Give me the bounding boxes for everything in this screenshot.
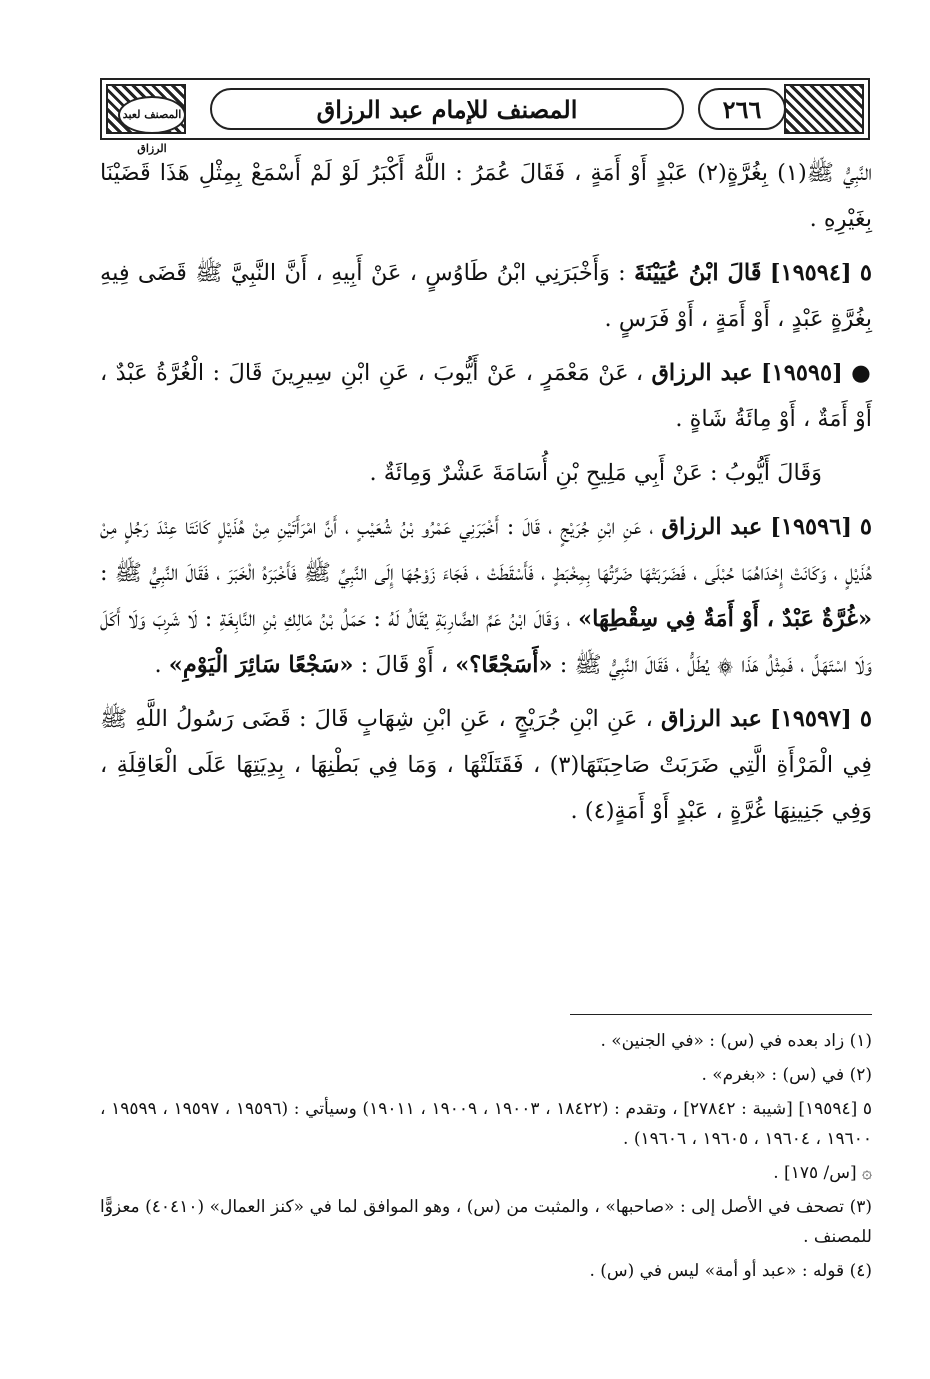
hadith-marker: ● (851, 360, 872, 386)
book-title: المصنف للإمام عبد الرزاق (210, 88, 684, 130)
hadith-marker: ٥ (859, 706, 872, 732)
paragraph-ayyub (100, 450, 872, 496)
footnote-divider (570, 1014, 872, 1015)
hadith-text: : وَأَخْبَرَنِي ابْنُ طَاوُسٍ ، عَنْ أَبِيهِ ، أَنَّ النَّبِيَّ ﷺ قَضَى فِيهِ بِغُرَّةٍ عَبْدٍ ، أَوْ أَمَةٍ ، أَوْ فَرَسٍ . (100, 260, 872, 332)
header-ornament-right (784, 84, 864, 134)
prophet-quote: «غُرَّةٌ عَبْدٌ ، أَوْ أَمَةٌ فِي سِقْطِهَا» (578, 606, 873, 632)
hadith-marker: ٥ (859, 260, 872, 286)
hadith-text-4: . (154, 652, 162, 678)
hadith-19596 (100, 504, 872, 688)
paragraph-text: النَّبِيُّ ﷺ(١) بِغُرَّةٍ(٢) عَبْدٍ أَوْ أَمَةٍ ، فَقَالَ عُمَرُ : اللَّهُ أَكْبَرُ لَوْ لَمْ أَسْمَعْ بِمِثْلِ هَذَا قَضَيْنَا بِغَيْرِهِ . (100, 160, 872, 232)
footnote: (٤) قوله : «عبد أو أمة» ليس في (س) . (589, 1261, 872, 1281)
hadith-text-2: ، وَقَالَ ابْنُ عَمِّ الضَّارِبَةِ يُقَالُ لَهُ : حَمَلُ بْنُ مَالِكِ بْنِ النَّابِغَةِ : لَا شَرِبَ وَلَا أَكَلَ وَلَا اسْتَهَلَّ ، فَمِثْلُ هَذَا ۞ يُطَلُّ ، فَقَالَ النَّبِيُّ ﷺ : (100, 606, 872, 678)
hadith-narrator: عبد الرزاق (661, 514, 763, 540)
hadith-number: [١٩٥٩٤] (769, 260, 852, 286)
hadith-text: ، عَنِ ابْنِ جُرَيْجٍ ، قَالَ : أَخْبَرَنِي عَمْرُو بْنُ شُعَيْبٍ ، أَنَّ امْرَأَتَيْنِ مِنْ هُذَيْلٍ كَانَتَا عِنْدَ رَجُلٍ مِنْ هُذَيْلٍ ، وَكَانَتْ إِحْدَاهُمَا حُبْلَى ، فَضَرَبَتْهَا ضَرَّتُهَا بِمِخْبَطٍ ، فَأَسْقَطَتْ ، فَجَاءَ زَوْجُهَا إِلَى النَّبِيِّ ﷺ فَأَخْبَرَهُ الْخَبَرَ ، فَقَالَ النَّبِيُّ ﷺ : (100, 514, 872, 586)
hadith-19597 (100, 696, 872, 834)
page-number: ٢٦٦ (698, 88, 786, 130)
footnote: ٥ [١٩٥٩٤] [شيبة : ٢٧٨٤٢] ، وتقدم : (١٨٤٢٢ ، ١٩٠٠٣ ، ١٩٠٠٩ ، ١٩٠١١) وسيأتي : (١٩٥٩٦ ، ١٩٥٩٧ ، ١٩٥٩٩ ، ١٩٦٠٠ ، ١٩٦٠٤ ، ١٩٦٠٥ ، ١٩٦٠٦) . (100, 1099, 873, 1149)
page-header (100, 78, 870, 155)
hadith-text: ، عَنْ مَعْمَرٍ ، عَنْ أَيُّوبَ ، عَنِ ابْنِ سِيرِينَ قَالَ : الْغُرَّةُ عَبْدٌ ، أَوْ أَمَةٌ ، أَوْ مِائَةُ شَاةٍ . (100, 360, 872, 432)
book-logo: المصنف لعبد الرزاق (118, 96, 186, 134)
hadith-19594 (100, 250, 872, 342)
prophet-quote-3: «سَجْعًا سَائِرَ الْيَوْمِ» (168, 652, 354, 678)
hadith-number: [١٩٥٩٦] (770, 514, 852, 540)
hadith-narrator: قَالَ ابْنُ عُيَيْنَةَ (634, 260, 762, 286)
footnote: (٣) تصحف في الأصل إلى : «صاحبها» ، والمثبت من (س) ، وهو الموافق لما في «كنز العمال» (٤٠٤١٠) معزوًّا للمصنف . (100, 1197, 872, 1247)
hadith-number: [١٩٥٩٧] (770, 706, 852, 732)
footnote: (١) زاد بعده في (س) : «في الجنين» . (600, 1031, 872, 1051)
hadith-19595 (100, 350, 872, 442)
prophet-quote-2: «أَسَجْعًا؟» (455, 652, 553, 678)
hadith-text: ، عَنِ ابْنِ جُرَيْجٍ ، عَنِ ابْنِ شِهَابٍ قَالَ : قَضَى رَسُولُ اللَّهِ ﷺ فِي الْمَرْأَةِ الَّتِي ضَرَبَتْ صَاحِبَتَهَا(٣) ، فَقَتَلَتْهَا ، وَمَا فِي بَطْنِهَا ، بِدِيَتِهَا عَلَى الْعَاقِلَةِ ، وَفِي جَنِينِهَا غُرَّةٍ ، عَبْدٍ أَوْ أَمَةٍ(٤) . (100, 706, 872, 824)
footnotes (100, 1026, 872, 1290)
paragraph-continuation (100, 150, 872, 242)
header-ornament-left (106, 84, 186, 155)
hadith-narrator: عبد الرزاق (651, 360, 753, 386)
hadith-text-3: ، أَوْ قَالَ : (360, 652, 449, 678)
hadith-number: [١٩٥٩٥] (761, 360, 843, 386)
main-text (100, 150, 872, 842)
hadith-marker: ٥ (859, 514, 872, 540)
footnote: ۞ [س/ ١٧٥] . (773, 1163, 872, 1183)
footnote: (٢) في (س) : «بغرم» . (701, 1065, 872, 1085)
paragraph-text: وَقَالَ أَيُّوبُ : عَنْ أَبِي مَلِيحِ بْنِ أُسَامَةَ عَشْرٌ وَمِائَةٌ . (369, 460, 822, 486)
hadith-narrator: عبد الرزاق (660, 706, 762, 732)
